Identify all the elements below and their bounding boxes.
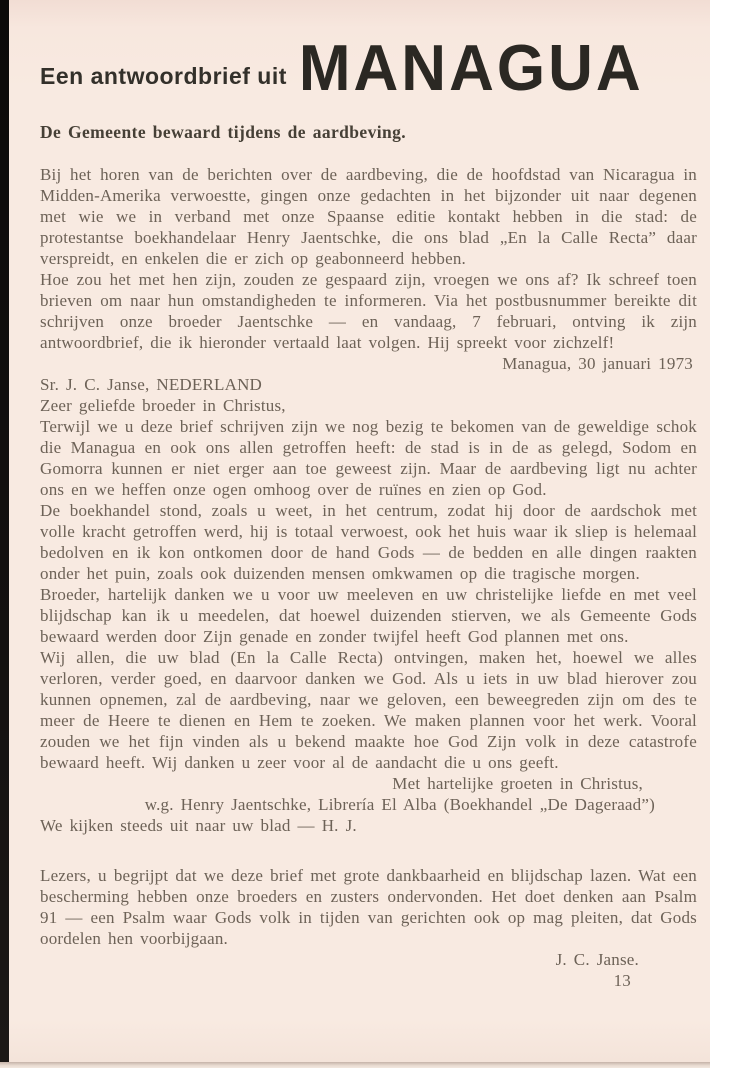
headline	[40, 32, 697, 105]
magazine-page	[9, 0, 710, 1062]
page-title-prefix: Een antwoordbrief uit	[40, 62, 287, 89]
page-title-managua: MANAGUA	[298, 32, 644, 105]
page-number: 13	[613, 971, 631, 990]
afterword-paragraph: Lezers, u begrijpt dat we deze brief met grote dankbaarheid en blijdschap lazen. Wat een bescherming hebben onze broeders en zusters ondervonden. Het doet denken aan Psalm 91 — een Psalm waar Gods volk in tijden van gerichten ook op mag pleiten, dat Gods oordelen hen voorbijgaan.	[40, 866, 697, 948]
scan-bottom-edge	[0, 1062, 710, 1068]
letter-postscript: We kijken steeds uit naar uw blad — H. J.	[40, 816, 357, 835]
scan-left-edge	[0, 0, 9, 1062]
letter-addressee: Sr. J. C. Janse, NEDERLAND	[40, 375, 263, 394]
letter-paragraph-1: Terwijl we u deze brief schrijven zijn we nog bezig te bekomen van de geweldige schok die Managua en ook ons allen getroffen heeft: de stad is in de as gelegd, Sodom en Gomorra kunnen er niet erger aan toe geweest zijn. Maar de aardbeving ligt nu achter ons en we heffen onze ogen omhoog over de ruïnes en zien op God.	[40, 417, 697, 499]
letter-closing: Met hartelijke groeten in Christus,	[392, 774, 643, 793]
letter-paragraph-3: Broeder, hartelijk danken we u voor uw meeleven en uw christelijke liefde en met veel blijdschap kan ik u meedelen, dat hoewel duizenden stierven, we als Gemeente Gods bewaard werden door Zijn genade en zonder twijfel heeft God plannen met ons.	[40, 585, 697, 646]
letter-salutation: Zeer geliefde broeder in Christus,	[40, 396, 286, 415]
intro-paragraph-1: Bij het horen van de berichten over de aardbeving, die de hoofdstad van Nicaragua in Midden-Amerika verwoestte, gingen onze gedachten in het bijzonder uit naar degenen met wie we in verband met onze Spaanse editie kontakt hebben in die stad: de protestantse boekhandelaar Henry Jaentschke, die ons blad „En la Calle Recta” daar verspreidt, en enkelen die er zich op geabonneerd hebben.	[40, 165, 697, 268]
afterword-signature: J. C. Janse.	[555, 950, 639, 969]
letter-paragraph-2: De boekhandel stond, zoals u weet, in het centrum, zodat hij door de aardschok met volle kracht getroffen werd, hij is totaal verwoest, ook het huis waar ik sliep is helemaal bedolven en ik kon ontkomen door de hand Gods — de bedden en alle dingen raakten onder het puin, zoals ook duizenden mensen omkwamen op die tragische morgen.	[40, 501, 697, 583]
letter-signature: w.g. Henry Jaentschke, Librería El Alba (Boekhandel „De Dageraad”)	[144, 795, 655, 814]
letter-paragraph-4: Wij allen, die uw blad (En la Calle Recta) ontvingen, maken het, hoewel we alles verloren, verder goed, en daarvoor danken we God. Als u iets in uw blad hierover zou kunnen opnemen, zal de aardbeving, naar we geloven, een beweegreden zijn om des te meer de Heere te dienen en Hem te zoeken. We maken plannen voor het werk. Vooral zouden we het fijn vinden als u bekend maakte hoe God Zijn volk in deze catastrofe bewaard heeft. Wij danken u zeer voor al de aandacht die u ons geeft.	[40, 648, 697, 772]
article-subtitle: De Gemeente bewaard tijdens de aardbeving.	[40, 122, 407, 142]
intro-paragraph-2: Hoe zou het met hen zijn, zouden ze gespaard zijn, vroegen we ons af? Ik schreef toen brieven om naar hun omstandigheden te informeren. Via het postbusnummer bereikte dit schrijven onze broeder Jaentschke — en vandaag, 7 februari, ontving ik zijn antwoordbrief, die ik hieronder vertaald laat volgen. Hij spreekt voor zichzelf!	[40, 270, 697, 352]
article-body	[40, 164, 697, 991]
letter-dateline: Managua, 30 januari 1973	[502, 354, 693, 373]
